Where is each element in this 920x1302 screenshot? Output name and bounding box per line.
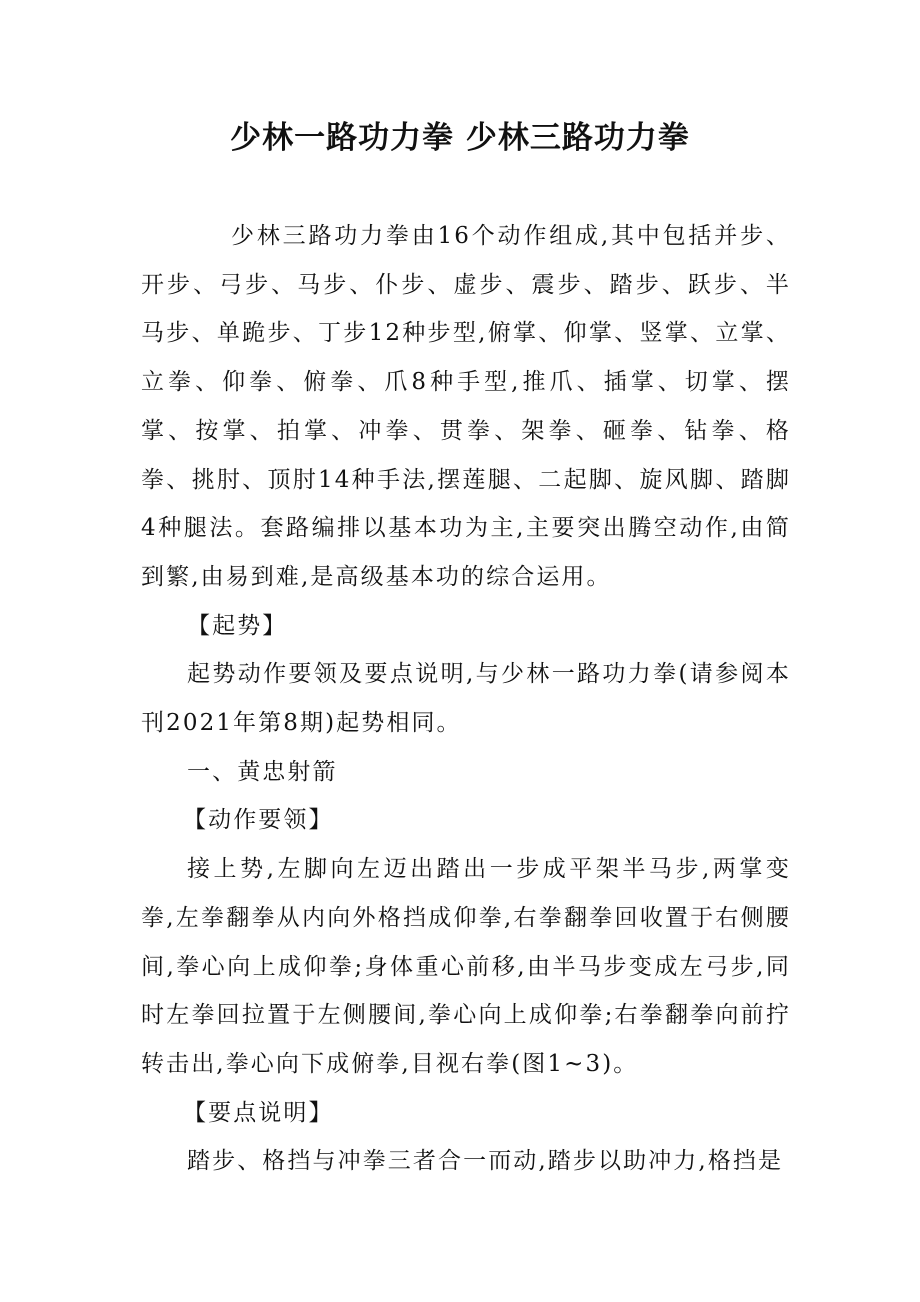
document-title: 少林一路功力拳 少林三路功力拳	[230, 120, 690, 156]
key-points-paragraph: 踏步、格挡与冲拳三者合一而动,踏步以助冲力,格挡是	[187, 1148, 784, 1175]
section-heading-action-essentials: 【动作要领】	[183, 807, 334, 834]
section-heading-key-points: 【要点说明】	[183, 1099, 334, 1126]
section-heading-move-one: 一、黄忠射箭	[187, 758, 338, 785]
start-posture-paragraph: 起势动作要领及要点说明,与少林一路功力拳(请参阅本刊2021年第8期)起势相同。	[141, 661, 791, 737]
document-body	[141, 212, 791, 1186]
action-essentials-paragraph: 接上势,左脚向左迈出踏出一步成平架半马步,两掌变拳,左拳翻拳从内向外格挡成仰拳,右拳翻拳回收置于右侧腰间,拳心向上成仰拳;身体重心前移,由半马步变成左弓步,同时左拳回拉置于左侧腰间,拳心向上成仰拳;右拳翻拳向前拧转击出,拳心向下成俯拳,目视右拳(图1~3)。	[141, 856, 791, 1077]
intro-paragraph: 少林三路功力拳由16个动作组成,其中包括并步、开步、弓步、马步、仆步、虚步、震步、踏步、跃步、半马步、单跪步、丁步12种步型,俯掌、仰掌、竖掌、立掌、立拳、仰拳、俯拳、爪8种手型,推爪、插掌、切掌、摆掌、按掌、拍掌、冲拳、贯拳、架拳、砸拳、钻拳、格拳、挑肘、顶肘14种手法,摆莲腿、二起脚、旋风脚、踏脚4种腿法。套路编排以基本功为主,主要突出腾空动作,由简到繁,由易到难,是高级基本功的综合运用。	[141, 223, 791, 590]
section-heading-start-posture: 【起势】	[187, 612, 288, 639]
